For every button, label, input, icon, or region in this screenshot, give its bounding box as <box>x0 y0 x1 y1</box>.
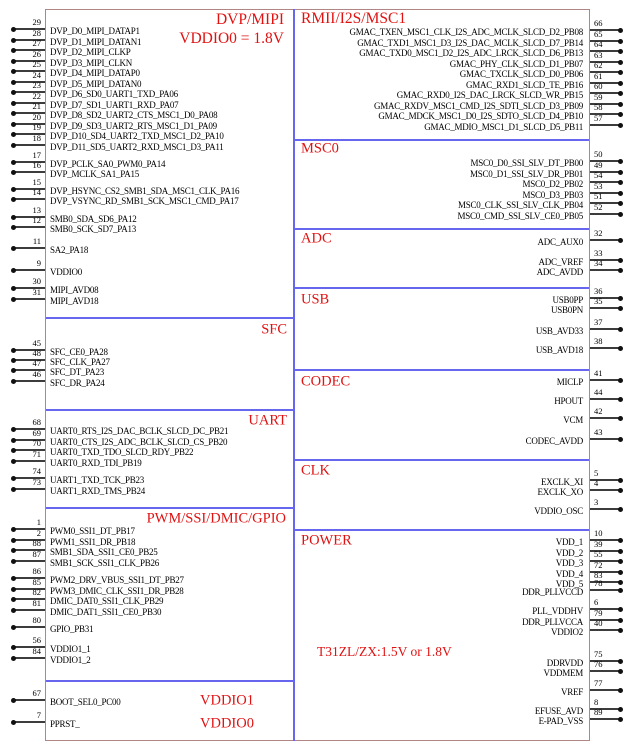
pin-number: 52 <box>594 202 603 213</box>
pin-number: 82 <box>32 587 41 598</box>
pin-name: BOOT_SEL0_PC00 <box>50 697 121 707</box>
pin-name: ADC_AUX0 <box>537 237 583 247</box>
pin-number: 64 <box>594 39 603 50</box>
pin-number: 83 <box>594 570 603 581</box>
pin-number: 84 <box>32 646 41 657</box>
pin-stub <box>590 213 619 215</box>
pin-stub <box>13 657 45 659</box>
pin-stub <box>590 629 619 631</box>
pin-name: SMB0_SCK_SD7_PA13 <box>50 224 136 234</box>
pin-name: EXCLK_XI <box>541 477 583 487</box>
pin-name: CODEC_AVDD <box>525 436 583 446</box>
pin-name: PLL_VDDHV <box>532 606 583 616</box>
pin-name: DMIC_DAT1_SSI1_CE0_PB30 <box>50 607 162 617</box>
pin-name: DVP_D8_SD2_UART2_CTS_MSC1_D0_PA08 <box>50 110 218 120</box>
pin-number: 59 <box>594 92 603 103</box>
pin-name: UART0_RXD_TDI_PB19 <box>50 458 142 468</box>
pin-number: 86 <box>32 566 41 577</box>
pin-number: 27 <box>32 38 41 49</box>
pin-number: 24 <box>32 70 41 81</box>
pin-number: 61 <box>594 71 603 82</box>
pin-stub <box>590 589 619 591</box>
pin-stub <box>590 398 619 400</box>
pin-name: VDD_1 <box>555 537 583 547</box>
pin-name: VDDMEM <box>543 668 583 678</box>
section-header-power-1: T31ZL/ZX:1.5V or 1.8V <box>317 644 452 659</box>
pin-name: VCM <box>563 415 583 425</box>
pin-name: DMIC_DAT0_SSI1_CLK_PB29 <box>50 596 164 606</box>
pin-number: 60 <box>594 81 603 92</box>
pin-number: 63 <box>594 50 603 61</box>
section-divider-vddio-bottom <box>46 680 293 682</box>
pin-number: 32 <box>594 228 603 239</box>
pin-name: UART0_TXD_TDO_SLCD_RDY_PB22 <box>50 447 194 457</box>
pin-name: SMB0_SDA_SD6_PA12 <box>50 214 137 224</box>
pin-stub <box>13 171 45 173</box>
pin-number: 1 <box>36 517 41 528</box>
pin-number: 22 <box>32 91 41 102</box>
section-divider-adc <box>295 228 589 230</box>
pin-number: 78 <box>594 578 603 589</box>
pin-name: DVP_D5_MIPI_DATAN0 <box>50 79 142 89</box>
pin-number: 68 <box>32 417 41 428</box>
pin-name: GMAC_TXD0_MSC1_D2_I2S_ADC_LRCK_SLCD_D6_PB13 <box>359 48 583 58</box>
pin-number: 12 <box>32 215 41 226</box>
pin-number: 36 <box>594 286 603 297</box>
pin-number: 20 <box>32 112 41 123</box>
pin-name: MSC0_D3_PB03 <box>522 190 583 200</box>
pin-stub <box>590 489 619 491</box>
section-header-rmii-i2s-msc1: RMII/I2S/MSC1 <box>301 10 407 27</box>
pin-name: GMAC_RXD0_I2S_DAC_LRCK_SLCD_WR_PB15 <box>396 90 583 100</box>
pin-number: 80 <box>32 615 41 626</box>
pin-stub <box>590 689 619 691</box>
pin-name: PWM3_DMIC_CLK_SSI1_DR_PB28 <box>50 586 184 596</box>
section-divider-power <box>295 529 589 531</box>
section-header-adc: ADC <box>301 230 332 247</box>
column-divider <box>293 9 295 741</box>
pin-number: 40 <box>594 618 603 629</box>
pin-number: 6 <box>594 597 599 608</box>
section-header-msc0: MSC0 <box>301 140 339 157</box>
pin-number: 49 <box>594 160 603 171</box>
pin-name: GPIO_PB31 <box>50 624 94 634</box>
pin-stub <box>590 718 619 720</box>
pin-stub <box>13 560 45 562</box>
pin-name: DVP_HSYNC_CS2_SMB1_SDA_MSC1_CLK_PA16 <box>50 186 240 196</box>
pin-number: 2 <box>36 528 41 539</box>
pin-name: DVP_D11_SD5_UART2_RXD_MSC1_D3_PA11 <box>50 142 224 152</box>
pin-number: 57 <box>594 113 603 124</box>
pin-number: 50 <box>594 149 603 160</box>
pin-number: 30 <box>32 276 41 287</box>
pin-number: 81 <box>32 598 41 609</box>
pin-name: DVP_D7_SD1_UART1_RXD_PA07 <box>50 100 179 110</box>
pin-number: 44 <box>594 387 603 398</box>
pin-number: 29 <box>32 17 41 28</box>
pin-number: 11 <box>32 236 41 247</box>
pin-name: DVP_D0_MIPI_DATAP1 <box>50 26 140 36</box>
pin-name: VDD_2 <box>555 548 583 558</box>
pin-number: 38 <box>594 336 603 347</box>
pin-number: 10 <box>594 528 603 539</box>
pin-number: 9 <box>36 258 41 269</box>
pin-name: DVP_MCLK_SA1_PA15 <box>50 169 139 179</box>
pin-stub <box>13 699 45 701</box>
pin-stub <box>590 379 619 381</box>
pin-number: 5 <box>594 468 599 479</box>
pin-name: USB_AVD33 <box>535 326 583 336</box>
pin-number: 89 <box>594 707 603 718</box>
section-header-sfc: SFC <box>261 321 287 338</box>
pin-number: 47 <box>32 358 41 369</box>
pin-name: DVP_D4_MIPI_DATAP0 <box>50 68 140 78</box>
pin-stub <box>590 269 619 271</box>
pin-name: GMAC_MDCK_MSC1_D0_I2S_SDTO_SLCD_D4_PB10 <box>378 111 583 121</box>
pin-stub <box>13 460 45 462</box>
pin-name: GMAC_PHY_CLK_SLCD_D1_PB07 <box>449 59 583 69</box>
pin-name: DDR_PLLVCCD <box>522 587 583 597</box>
pin-number: 46 <box>32 369 41 380</box>
pin-name: MICLP <box>556 377 583 387</box>
pin-name: MSC0_D2_PB02 <box>522 179 583 189</box>
pin-number: 23 <box>32 80 41 91</box>
section-header-dvp-mipi: DVP/MIPI <box>215 11 284 28</box>
pin-name: SFC_DT_PA23 <box>50 367 104 377</box>
pin-number: 3 <box>594 497 599 508</box>
section-header-power: POWER <box>301 532 352 549</box>
pin-name: SFC_CLK_PA27 <box>50 357 110 367</box>
pin-number: 54 <box>594 170 603 181</box>
pin-stub <box>13 298 45 300</box>
pin-name: USB_AVD18 <box>535 345 583 355</box>
pin-stub <box>13 144 45 146</box>
pin-stub <box>13 269 45 271</box>
section-divider-pwm-ssi-dmic-gpio <box>46 507 293 509</box>
pin-name: DVP_D3_MIPI_CLKN <box>50 58 133 68</box>
pin-number: 31 <box>32 287 41 298</box>
pin-number: 79 <box>594 608 603 619</box>
pin-number: 15 <box>32 177 41 188</box>
pin-name: MIPI_AVD18 <box>50 296 99 306</box>
pin-name: MIPI_AVD08 <box>50 285 99 295</box>
pin-name: ADC_AVDD <box>536 267 583 277</box>
pin-number: 53 <box>594 181 603 192</box>
pin-number: 19 <box>32 122 41 133</box>
pin-name: UART1_RXD_TMS_PB24 <box>50 486 145 496</box>
pin-number: 65 <box>594 29 603 40</box>
pin-name: ADC_VREF <box>538 257 583 267</box>
pin-stub <box>13 488 45 490</box>
section-header-vddio-bottom-1: VDDIO0 <box>200 715 254 732</box>
pin-name: VDD_5 <box>555 579 583 589</box>
pin-number: 43 <box>594 427 603 438</box>
pin-number: 85 <box>32 577 41 588</box>
pin-number: 33 <box>594 248 603 259</box>
pin-name: MSC0_CMD_SSI_SLV_CE0_PB05 <box>457 211 583 221</box>
pin-name: UART0_RTS_I2S_DAC_BCLK_SLCD_DC_PB21 <box>50 426 229 436</box>
section-header-clk: CLK <box>301 462 330 479</box>
pin-number: 75 <box>594 649 603 660</box>
pin-name: GMAC_TXD1_MSC1_D3_I2S_DAC_MCLK_SLCD_D7_PB14 <box>357 38 583 48</box>
pin-number: 17 <box>32 150 41 161</box>
pin-name: VDDIO1_2 <box>50 655 91 665</box>
section-divider-clk <box>295 459 589 461</box>
pin-number: 73 <box>32 477 41 488</box>
pin-number: 8 <box>594 697 599 708</box>
pin-name: SMB1_SDA_SSI1_CE0_PB25 <box>50 547 158 557</box>
pin-name: UART1_TXD_TCK_PB23 <box>50 475 144 485</box>
pin-number: 71 <box>32 449 41 460</box>
pin-name: EFUSE_AVD <box>534 706 583 716</box>
pin-name: EXCLK_XO <box>537 487 583 497</box>
pin-number: 45 <box>32 338 41 349</box>
pin-name: PWM2_DRV_VBUS_SSI1_DT_PB27 <box>50 575 184 585</box>
pin-stub <box>590 438 619 440</box>
section-divider-sfc <box>46 317 293 319</box>
pin-name: GMAC_TXCLK_SLCD_D0_PB06 <box>459 69 583 79</box>
pin-name: VDDIO2 <box>551 627 583 637</box>
pin-name: DDRVDD <box>546 658 583 668</box>
pin-number: 4 <box>594 478 599 489</box>
pin-number: 7 <box>36 710 41 721</box>
pin-number: 72 <box>594 560 603 571</box>
pin-name: PPRST_ <box>50 719 80 729</box>
pin-number: 28 <box>32 28 41 39</box>
pin-number: 37 <box>594 317 603 328</box>
pin-name: SA2_PA18 <box>50 245 89 255</box>
pin-number: 88 <box>32 538 41 549</box>
pin-stub <box>590 239 619 241</box>
pin-number: 25 <box>32 59 41 70</box>
pin-name: DVP_D9_SD3_UART2_RTS_MSC1_D1_PA09 <box>50 121 217 131</box>
pin-stub <box>13 226 45 228</box>
pin-number: 56 <box>32 635 41 646</box>
pin-stub <box>590 417 619 419</box>
pin-name: MSC0_D1_SSI_SLV_DR_PB01 <box>470 169 583 179</box>
pin-name: USB0PP <box>552 295 583 305</box>
pin-number: 13 <box>32 205 41 216</box>
pin-stub <box>13 380 45 382</box>
section-header-vddio-bottom: VDDIO1 <box>200 692 254 709</box>
section-divider-msc0 <box>295 139 589 141</box>
pin-number: 62 <box>594 60 603 71</box>
pin-number: 77 <box>594 678 603 689</box>
pin-stub <box>13 626 45 628</box>
section-divider-codec <box>295 369 589 371</box>
pin-number: 67 <box>32 688 41 699</box>
section-header-usb: USB <box>301 291 330 308</box>
pin-name: E-PAD_VSS <box>538 716 583 726</box>
pin-name: GMAC_RXD1_SLCD_TE_PB16 <box>465 80 583 90</box>
pin-name: DVP_D1_MIPI_DATAN1 <box>50 37 142 47</box>
pin-name: PWM0_SSI1_DT_PB17 <box>50 526 135 536</box>
pin-number: 42 <box>594 406 603 417</box>
pin-number: 26 <box>32 49 41 60</box>
pin-number: 74 <box>32 466 41 477</box>
pin-number: 66 <box>594 18 603 29</box>
pin-name: VDDIO0 <box>50 267 82 277</box>
pin-stub <box>590 508 619 510</box>
pin-name: HPOUT <box>554 396 583 406</box>
pin-stub <box>13 198 45 200</box>
pin-name: DVP_PCLK_SA0_PWM0_PA14 <box>50 159 166 169</box>
pin-number: 35 <box>594 296 603 307</box>
pin-name: MSC0_D0_SSI_SLV_DT_PB00 <box>470 158 583 168</box>
pin-name: GMAC_RXDV_MSC1_CMD_I2S_SDTI_SLCD_D3_PB09 <box>373 101 583 111</box>
pin-name: VREF <box>560 687 583 697</box>
pin-number: 76 <box>594 659 603 670</box>
pin-name: VDD_4 <box>555 569 583 579</box>
pin-number: 21 <box>32 101 41 112</box>
pin-name: SFC_DR_PA24 <box>50 378 105 388</box>
section-header-codec: CODEC <box>301 373 351 390</box>
pin-name: PWM1_SSI1_DR_PB18 <box>50 537 136 547</box>
pin-name: DVP_D2_MIPI_CLKP <box>50 47 131 57</box>
pin-number: 87 <box>32 549 41 560</box>
pin-number: 58 <box>594 102 603 113</box>
pin-name: SMB1_SCK_SSI1_CLK_PB26 <box>50 558 160 568</box>
pin-name: SFC_CE0_PA28 <box>50 347 108 357</box>
section-header-uart: UART <box>248 412 287 429</box>
section-divider-usb <box>295 287 589 289</box>
pin-name: DDR_PLLVCCA <box>522 617 583 627</box>
pin-stub <box>590 328 619 330</box>
pin-stub <box>13 609 45 611</box>
pin-name: VDD_3 <box>555 558 583 568</box>
pin-number: 18 <box>32 133 41 144</box>
pin-name: VDDIO_OSC <box>534 506 583 516</box>
pin-number: 16 <box>32 160 41 171</box>
pin-number: 14 <box>32 187 41 198</box>
pin-stub <box>590 307 619 309</box>
pin-name: DVP_VSYNC_RD_SMB1_SCK_MSC1_CMD_PA17 <box>50 196 239 206</box>
pin-name: GMAC_MDIO_MSC1_D1_SLCD_D5_PB11 <box>424 122 583 132</box>
pin-stub <box>590 670 619 672</box>
section-divider-uart <box>46 409 293 411</box>
pin-name: MSC0_CLK_SSI_SLV_CLK_PB04 <box>458 200 583 210</box>
pin-number: 34 <box>594 258 603 269</box>
pin-number: 69 <box>32 428 41 439</box>
pin-stub <box>13 721 45 723</box>
section-header-pwm-ssi-dmic-gpio: PWM/SSI/DMIC/GPIO <box>146 510 286 527</box>
section-header-dvp-mipi-1: VDDIO0 = 1.8V <box>179 30 284 47</box>
pin-stub <box>590 347 619 349</box>
pin-number: 48 <box>32 348 41 359</box>
pin-name: UART0_CTS_I2S_ADC_BCLK_SLCD_CS_PB20 <box>50 437 228 447</box>
pin-name: GMAC_TXEN_MSC1_CLK_I2S_ADC_MCLK_SLCD_D2_PB08 <box>349 27 583 37</box>
pin-number: 51 <box>594 191 603 202</box>
pin-number: 41 <box>594 368 603 379</box>
pin-number: 70 <box>32 438 41 449</box>
pin-number: 55 <box>594 549 603 560</box>
pin-stub <box>13 247 45 249</box>
pin-name: DVP_D6_SD0_UART1_TXD_PA06 <box>50 89 178 99</box>
pin-name: DVP_D10_SD4_UART2_TXD_MSC1_D2_PA10 <box>50 131 224 141</box>
pin-stub <box>590 124 619 126</box>
pin-number: 39 <box>594 539 603 550</box>
pin-name: USB0PN <box>550 305 583 315</box>
pin-name: VDDIO1_1 <box>50 644 91 654</box>
